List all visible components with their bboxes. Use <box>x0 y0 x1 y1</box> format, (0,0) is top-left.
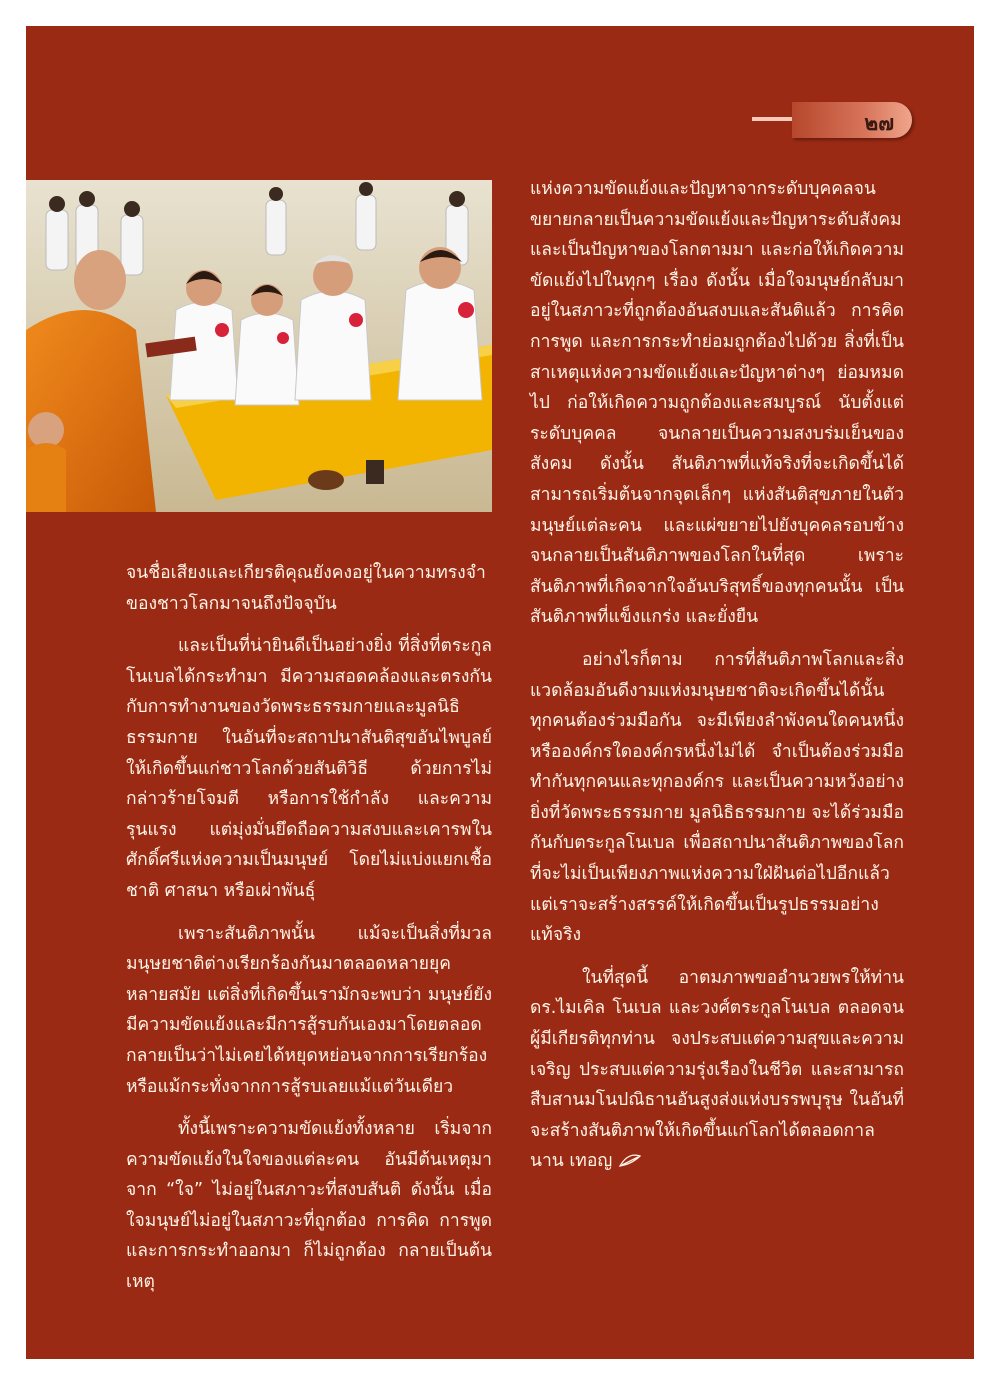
paragraph: อย่างไรก็ตาม การที่สันติภาพโลกและสิ่งแวดล้อมอันดีงามแห่งมนุษยชาติจะเกิดขึ้นได้นั้น ทุกคนต้องร่วมมือกัน จะมีเพียงลำพังคนใดคนหนึ่ง หรือองค์กรใดองค์กรหนึ่งไม่ได้ จำเป็นต้องร่วมมือทำกันทุกคนและทุกองค์กร และเป็นความหวังอย่างยิ่งที่วัดพระธรรมกาย มูลนิธิธรรมกาย จะได้ร่วมมือกันกับตระกูลโนเบล เพื่อสถาปนาสันติภาพของโลกที่จะไม่เป็นเพียงภาพแห่งความใฝ่ฝันต่อไปอีกแล้ว แต่เราจะสร้างสรรค์ให้เกิดขึ้นเป็นรูปธรรมอย่างแท้จริง <box>530 649 904 946</box>
paragraph: จนชื่อเสียงและเกียรติคุณยังคงอยู่ในความทรงจำของชาวโลกมาจนถึงปัจจุบัน <box>126 563 486 614</box>
paragraph: เพราะสันติภาพนั้น แม้จะเป็นสิ่งที่มวลมนุษยชาติต่างเรียกร้องกันมาตลอดหลายยุคหลายสมัย แต่สิ่งที่เกิดขึ้นเรามักจะพบว่า มนุษย์ยังมีความขัดแย้งและมีการสู้รบกันเองมาโดยตลอด กลายเป็นว่าไม่เคยได้หยุดหย่อนจากการเรียกร้อง หรือแม้กระทั่งจากการสู้รบเลยแม้แต่วันเดียว <box>126 923 492 1097</box>
right-text-column <box>530 174 904 1177</box>
page-number: ๒๗ <box>864 111 894 135</box>
left-text-column <box>126 558 492 1298</box>
paragraph: ทั้งนี้เพราะความขัดแย้งทั้งหลาย เริ่มจากความขัดแย้งในใจของแต่ละคน อันมีต้นเหตุมาจาก “ใจ” ไม่อยู่ในสภาวะที่สงบสันติ ดังนั้น เมื่อใจมนุษย์ไม่อยู่ในสภาวะที่ถูกต้อง การคิด การพูด และการกระทำออกมา ก็ไม่ถูกต้อง กลายเป็นต้นเหตุ <box>126 1119 492 1293</box>
ceremony-photo <box>26 180 492 512</box>
magazine-page <box>26 26 974 1359</box>
closing-paragraph-text: ในที่สุดนี้ อาตมภาพขออำนวยพรให้ท่าน ดร.ไมเคิล โนเบล และวงศ์ตระกูลโนเบล ตลอดจนผู้มีเกียรติทุกท่าน จงประสบแต่ความสุขและความเจริญ ประสบแต่ความรุ่งเรืองในชีวิต และสามารถสืบสานมโนปณิธานอันสูงส่งแห่งบรรพบุรุษ ในอันที่จะสร้างสันติภาพให้เกิดขึ้นแก่โลกได้ตลอดกาลนาน เทอญ <box>530 967 904 1172</box>
paragraph <box>530 963 904 1177</box>
page-number-tab <box>792 102 912 138</box>
leaf-ornament-icon <box>618 1154 642 1168</box>
ceremony-photo-illustration <box>26 180 492 512</box>
paragraph: แห่งความขัดแย้งและปัญหาจากระดับบุคคลจนขยายกลายเป็นความขัดแย้งและปัญหาระดับสังคม และเป็นปัญหาของโลกตามมา และก่อให้เกิดความขัดแย้งไปในทุกๆ เรื่อง ดังนั้น เมื่อใจมนุษย์กลับมาอยู่ในสภาวะที่ถูกต้องอันสงบและสันติแล้ว การคิด การพูด และการกระทำย่อมถูกต้องไปด้วย สิ่งที่เป็นสาเหตุแห่งความขัดแย้งและปัญหาต่างๆ ย่อมหมดไป ก่อให้เกิดความถูกต้องและสมบูรณ์ นับตั้งแต่ระดับบุคคล จนกลายเป็นความสงบร่มเย็นของสังคม ดังนั้น สันติภาพที่แท้จริงที่จะเกิดขึ้นได้ สามารถเริ่มต้นจากจุดเล็กๆ แห่งสันติสุขภายในตัวมนุษย์แต่ละคน และแผ่ขยายไปยังบุคคลรอบข้างจนกลายเป็นสันติภาพของโลกในที่สุด เพราะสันติภาพที่เกิดจากใจอันบริสุทธิ์ของทุกคนนั้น เป็นสันติภาพที่แข็งแกร่ง และยั่งยืน <box>530 179 904 628</box>
paragraph: และเป็นที่น่ายินดีเป็นอย่างยิ่ง ที่สิ่งที่ตระกูลโนเบลได้กระทำมา มีความสอดคล้องและตรงกันกับการทำงานของวัดพระธรรมกายและมูลนิธิธรรมกาย ในอันที่จะสถาปนาสันติสุขอันไพบูลย์ให้เกิดขึ้นแก่ชาวโลกด้วยสันติวิธี ด้วยการไม่กล่าวร้ายโจมตี หรือการใช้กำลัง และความรุนแรง แต่มุ่งมั่นยึดถือความสงบและเคารพในศักดิ์ศรีแห่งความเป็นมนุษย์ โดยไม่แบ่งแยกเชื้อชาติ ศาสนา หรือเผ่าพันธุ์ <box>126 636 492 901</box>
